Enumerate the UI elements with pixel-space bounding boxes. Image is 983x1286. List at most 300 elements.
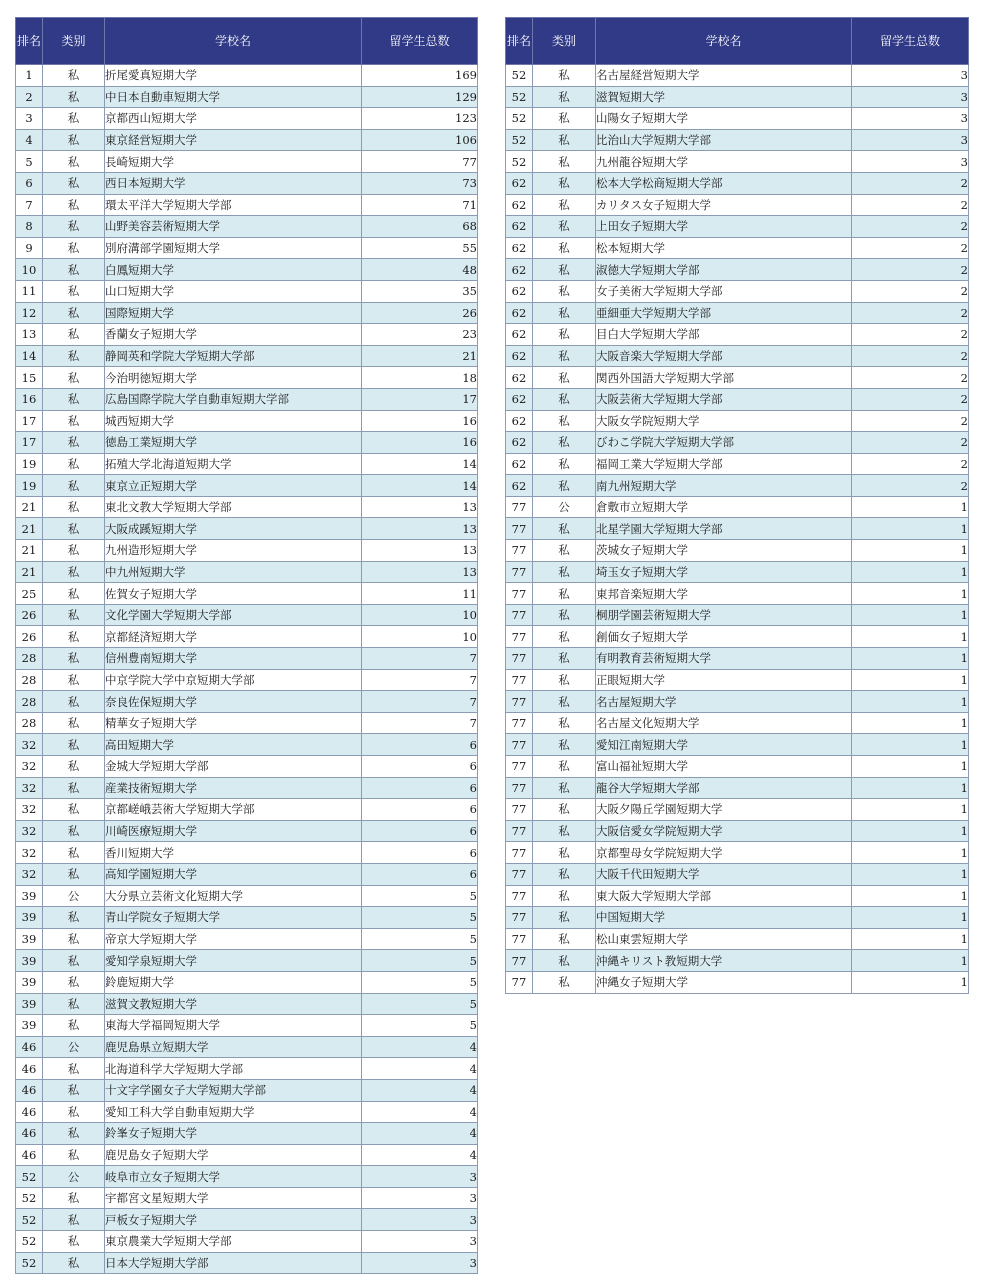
- rank-cell: 77: [506, 583, 533, 605]
- student-count-cell: 5: [362, 928, 478, 950]
- student-count-cell: 1: [852, 691, 969, 713]
- student-count-cell: 1: [852, 669, 969, 691]
- table-row: [16, 1015, 478, 1037]
- table-row: [506, 950, 969, 972]
- student-count-cell: 4: [362, 1058, 478, 1080]
- student-count-cell: 2: [852, 410, 969, 432]
- student-count-cell: 13: [362, 496, 478, 518]
- table-row: [506, 604, 969, 626]
- school-name-cell: 川崎医療短期大学: [105, 820, 362, 842]
- student-count-cell: 5: [362, 993, 478, 1015]
- table-row: [506, 799, 969, 821]
- student-count-cell: 1: [852, 820, 969, 842]
- rank-cell: 77: [506, 928, 533, 950]
- type-cell: 私: [43, 1231, 105, 1253]
- student-count-cell: 35: [362, 280, 478, 302]
- school-name-cell: 沖縄女子短期大学: [596, 971, 852, 993]
- table-row: [16, 863, 478, 885]
- student-count-cell: 3: [852, 65, 969, 87]
- school-name-cell: 鈴峯女子短期大学: [105, 1123, 362, 1145]
- student-count-cell: 1: [852, 928, 969, 950]
- school-name-cell: 大阪信愛女学院短期大学: [596, 820, 852, 842]
- student-count-cell: 6: [362, 777, 478, 799]
- student-count-cell: 16: [362, 410, 478, 432]
- type-cell: 私: [43, 280, 105, 302]
- table-row: [16, 432, 478, 454]
- rank-cell: 62: [506, 216, 533, 238]
- student-count-cell: 6: [362, 820, 478, 842]
- rank-cell: 8: [16, 216, 43, 238]
- school-name-cell: 創価女子短期大学: [596, 626, 852, 648]
- table-row: [16, 734, 478, 756]
- table-row: [16, 1187, 478, 1209]
- type-cell: 私: [43, 86, 105, 108]
- rank-cell: 7: [16, 194, 43, 216]
- type-cell: 私: [533, 237, 596, 259]
- school-name-cell: 山口短期大学: [105, 280, 362, 302]
- student-count-cell: 1: [852, 907, 969, 929]
- type-cell: 私: [43, 583, 105, 605]
- table-row: [506, 842, 969, 864]
- rank-cell: 62: [506, 302, 533, 324]
- type-cell: 私: [43, 432, 105, 454]
- student-count-cell: 6: [362, 734, 478, 756]
- school-name-cell: 名古屋経営短期大学: [596, 65, 852, 87]
- table-row: [506, 734, 969, 756]
- table-row: [506, 518, 969, 540]
- student-count-cell: 3: [362, 1187, 478, 1209]
- header-rank: 排名: [16, 18, 43, 65]
- school-name-cell: 帝京大学短期大学: [105, 928, 362, 950]
- type-cell: 私: [533, 432, 596, 454]
- student-count-cell: 106: [362, 129, 478, 151]
- type-cell: 私: [43, 950, 105, 972]
- school-name-cell: 折尾愛真短期大学: [105, 65, 362, 87]
- school-name-cell: 戸板女子短期大学: [105, 1209, 362, 1231]
- school-name-cell: 中九州短期大学: [105, 561, 362, 583]
- type-cell: 私: [533, 345, 596, 367]
- type-cell: 私: [533, 842, 596, 864]
- rank-cell: 52: [16, 1209, 43, 1231]
- type-cell: 私: [43, 496, 105, 518]
- student-count-cell: 16: [362, 432, 478, 454]
- table-row: [506, 885, 969, 907]
- type-cell: 私: [43, 993, 105, 1015]
- table-row: [16, 1231, 478, 1253]
- rank-cell: 62: [506, 410, 533, 432]
- rank-cell: 39: [16, 950, 43, 972]
- rank-cell: 32: [16, 777, 43, 799]
- rank-cell: 21: [16, 518, 43, 540]
- table-row: [506, 648, 969, 670]
- school-name-cell: 中国短期大学: [596, 907, 852, 929]
- school-name-cell: 松本短期大学: [596, 237, 852, 259]
- school-name-cell: 大阪音楽大学短期大学部: [596, 345, 852, 367]
- table-row: [506, 367, 969, 389]
- school-name-cell: 白鳳短期大学: [105, 259, 362, 281]
- type-cell: 私: [533, 777, 596, 799]
- rank-cell: 26: [16, 626, 43, 648]
- table-row: [16, 172, 478, 194]
- type-cell: 私: [533, 820, 596, 842]
- type-cell: 私: [43, 1079, 105, 1101]
- type-cell: 私: [43, 1144, 105, 1166]
- rank-cell: 39: [16, 928, 43, 950]
- type-cell: 私: [43, 734, 105, 756]
- type-cell: 私: [43, 691, 105, 713]
- rank-cell: 62: [506, 194, 533, 216]
- rank-cell: 62: [506, 324, 533, 346]
- table-row: [506, 302, 969, 324]
- type-cell: 私: [43, 324, 105, 346]
- student-count-cell: 1: [852, 885, 969, 907]
- rank-cell: 77: [506, 799, 533, 821]
- school-name-cell: 精華女子短期大学: [105, 712, 362, 734]
- school-name-cell: 大分県立芸術文化短期大学: [105, 885, 362, 907]
- school-name-cell: 滋賀文教短期大学: [105, 993, 362, 1015]
- rank-cell: 52: [506, 86, 533, 108]
- student-count-cell: 2: [852, 216, 969, 238]
- student-count-cell: 2: [852, 432, 969, 454]
- rank-cell: 62: [506, 388, 533, 410]
- type-cell: 私: [533, 86, 596, 108]
- table-row: [506, 626, 969, 648]
- student-count-cell: 1: [852, 496, 969, 518]
- student-count-cell: 1: [852, 583, 969, 605]
- type-cell: 私: [43, 1058, 105, 1080]
- school-name-cell: 南九州短期大学: [596, 475, 852, 497]
- student-count-cell: 1: [852, 799, 969, 821]
- school-name-cell: 比治山大学短期大学部: [596, 129, 852, 151]
- table-row: [506, 280, 969, 302]
- student-count-cell: 77: [362, 151, 478, 173]
- type-cell: 私: [43, 669, 105, 691]
- rank-cell: 21: [16, 561, 43, 583]
- student-count-cell: 5: [362, 885, 478, 907]
- rank-cell: 26: [16, 604, 43, 626]
- rank-cell: 25: [16, 583, 43, 605]
- school-name-cell: 大阪女学院短期大学: [596, 410, 852, 432]
- type-cell: 私: [43, 1209, 105, 1231]
- table-row: [506, 928, 969, 950]
- rank-cell: 5: [16, 151, 43, 173]
- rank-cell: 77: [506, 561, 533, 583]
- school-name-cell: 淑徳大学短期大学部: [596, 259, 852, 281]
- table-row: [16, 388, 478, 410]
- rank-cell: 28: [16, 669, 43, 691]
- type-cell: 私: [533, 712, 596, 734]
- student-count-cell: 4: [362, 1123, 478, 1145]
- type-cell: 公: [43, 1166, 105, 1188]
- table-row: [16, 540, 478, 562]
- school-name-cell: 今治明徳短期大学: [105, 367, 362, 389]
- student-count-cell: 21: [362, 345, 478, 367]
- rank-cell: 28: [16, 712, 43, 734]
- table-row: [16, 1079, 478, 1101]
- ranking-table-left: [15, 17, 478, 1274]
- type-cell: 私: [533, 108, 596, 130]
- school-name-cell: 目白大学短期大学部: [596, 324, 852, 346]
- rank-cell: 39: [16, 885, 43, 907]
- student-count-cell: 10: [362, 626, 478, 648]
- student-count-cell: 1: [852, 950, 969, 972]
- school-name-cell: 高田短期大学: [105, 734, 362, 756]
- type-cell: 私: [43, 475, 105, 497]
- type-cell: 私: [43, 216, 105, 238]
- table-row: [506, 669, 969, 691]
- student-count-cell: 73: [362, 172, 478, 194]
- school-name-cell: 中日本自動車短期大学: [105, 86, 362, 108]
- type-cell: 私: [43, 518, 105, 540]
- table-row: [16, 1058, 478, 1080]
- type-cell: 私: [533, 518, 596, 540]
- table-row: [506, 971, 969, 993]
- type-cell: 私: [533, 734, 596, 756]
- rank-cell: 52: [506, 151, 533, 173]
- rank-cell: 21: [16, 496, 43, 518]
- rank-cell: 77: [506, 885, 533, 907]
- table-row: [506, 194, 969, 216]
- type-cell: 私: [533, 280, 596, 302]
- student-count-cell: 6: [362, 799, 478, 821]
- type-cell: 私: [43, 540, 105, 562]
- school-name-cell: 東海大学福岡短期大学: [105, 1015, 362, 1037]
- rank-cell: 46: [16, 1036, 43, 1058]
- rank-cell: 16: [16, 388, 43, 410]
- table-row: [16, 907, 478, 929]
- table-row: [506, 108, 969, 130]
- type-cell: 公: [43, 885, 105, 907]
- type-cell: 私: [43, 259, 105, 281]
- student-count-cell: 71: [362, 194, 478, 216]
- student-count-cell: 10: [362, 604, 478, 626]
- rank-cell: 39: [16, 1015, 43, 1037]
- school-name-cell: 大阪千代田短期大学: [596, 863, 852, 885]
- student-count-cell: 5: [362, 907, 478, 929]
- table-row: [16, 216, 478, 238]
- student-count-cell: 6: [362, 863, 478, 885]
- rank-cell: 77: [506, 820, 533, 842]
- table-row: [16, 410, 478, 432]
- table-row: [16, 1252, 478, 1274]
- table-row: [16, 950, 478, 972]
- rank-cell: 4: [16, 129, 43, 151]
- student-count-cell: 2: [852, 388, 969, 410]
- type-cell: 私: [43, 712, 105, 734]
- rank-cell: 21: [16, 540, 43, 562]
- school-name-cell: 正眼短期大学: [596, 669, 852, 691]
- table-row: [16, 151, 478, 173]
- type-cell: 私: [43, 410, 105, 432]
- student-count-cell: 7: [362, 691, 478, 713]
- school-name-cell: 富山福祉短期大学: [596, 756, 852, 778]
- student-count-cell: 4: [362, 1101, 478, 1123]
- school-name-cell: 中京学院大学中京短期大学部: [105, 669, 362, 691]
- type-cell: 私: [533, 648, 596, 670]
- rank-cell: 77: [506, 712, 533, 734]
- student-count-cell: 5: [362, 1015, 478, 1037]
- student-count-cell: 55: [362, 237, 478, 259]
- school-name-cell: 長崎短期大学: [105, 151, 362, 173]
- table-row: [506, 237, 969, 259]
- table-row: [506, 561, 969, 583]
- school-name-cell: 日本大学短期大学部: [105, 1252, 362, 1274]
- type-cell: 私: [43, 561, 105, 583]
- type-cell: 私: [43, 756, 105, 778]
- student-count-cell: 3: [852, 129, 969, 151]
- type-cell: 公: [43, 1036, 105, 1058]
- school-name-cell: 環太平洋大学短期大学部: [105, 194, 362, 216]
- table-row: [506, 863, 969, 885]
- rank-cell: 28: [16, 648, 43, 670]
- rank-cell: 46: [16, 1123, 43, 1145]
- school-name-cell: 愛知工科大学自動車短期大学: [105, 1101, 362, 1123]
- table-row: [16, 842, 478, 864]
- rank-cell: 3: [16, 108, 43, 130]
- type-cell: 私: [533, 475, 596, 497]
- type-cell: 私: [43, 345, 105, 367]
- school-name-cell: 名古屋短期大学: [596, 691, 852, 713]
- school-name-cell: 桐朋学園芸術短期大学: [596, 604, 852, 626]
- type-cell: 私: [533, 410, 596, 432]
- type-cell: 私: [533, 950, 596, 972]
- rank-cell: 77: [506, 863, 533, 885]
- rank-cell: 9: [16, 237, 43, 259]
- table-row: [16, 86, 478, 108]
- type-cell: 私: [43, 453, 105, 475]
- type-cell: 私: [43, 1101, 105, 1123]
- rank-cell: 32: [16, 734, 43, 756]
- table-row: [16, 561, 478, 583]
- table-row: [16, 928, 478, 950]
- table-row: [16, 712, 478, 734]
- header-school: 学校名: [105, 18, 362, 65]
- table-row: [16, 820, 478, 842]
- type-cell: 私: [43, 648, 105, 670]
- type-cell: 私: [43, 194, 105, 216]
- table-row: [506, 691, 969, 713]
- type-cell: 私: [533, 691, 596, 713]
- table-row: [506, 777, 969, 799]
- rank-cell: 77: [506, 604, 533, 626]
- rank-cell: 2: [16, 86, 43, 108]
- ranking-table-right: [505, 17, 969, 994]
- student-count-cell: 4: [362, 1079, 478, 1101]
- table-row: [16, 237, 478, 259]
- school-name-cell: 奈良佐保短期大学: [105, 691, 362, 713]
- student-count-cell: 2: [852, 172, 969, 194]
- rank-cell: 52: [16, 1231, 43, 1253]
- rank-cell: 77: [506, 626, 533, 648]
- school-name-cell: 福岡工業大学短期大学部: [596, 453, 852, 475]
- student-count-cell: 1: [852, 842, 969, 864]
- school-name-cell: 茨城女子短期大学: [596, 540, 852, 562]
- table-row: [506, 324, 969, 346]
- rank-cell: 77: [506, 669, 533, 691]
- school-name-cell: 佐賀女子短期大学: [105, 583, 362, 605]
- school-name-cell: 岐阜市立女子短期大学: [105, 1166, 362, 1188]
- student-count-cell: 3: [362, 1209, 478, 1231]
- student-count-cell: 1: [852, 734, 969, 756]
- rank-cell: 52: [16, 1252, 43, 1274]
- table-row: [16, 453, 478, 475]
- rank-cell: 19: [16, 453, 43, 475]
- student-count-cell: 48: [362, 259, 478, 281]
- school-name-cell: 東京農業大学短期大学部: [105, 1231, 362, 1253]
- school-name-cell: 宇都宮文星短期大学: [105, 1187, 362, 1209]
- student-count-cell: 4: [362, 1144, 478, 1166]
- rank-cell: 77: [506, 648, 533, 670]
- rank-cell: 32: [16, 863, 43, 885]
- header-rank: 排名: [506, 18, 533, 65]
- student-count-cell: 13: [362, 561, 478, 583]
- school-name-cell: びわこ学院大学短期大学部: [596, 432, 852, 454]
- rank-cell: 77: [506, 518, 533, 540]
- type-cell: 私: [533, 626, 596, 648]
- school-name-cell: 山陽女子短期大学: [596, 108, 852, 130]
- type-cell: 私: [533, 172, 596, 194]
- type-cell: 私: [533, 302, 596, 324]
- student-count-cell: 2: [852, 280, 969, 302]
- rank-cell: 52: [16, 1187, 43, 1209]
- school-name-cell: 大阪夕陽丘学園短期大学: [596, 799, 852, 821]
- student-count-cell: 68: [362, 216, 478, 238]
- student-count-cell: 4: [362, 1036, 478, 1058]
- student-count-cell: 13: [362, 540, 478, 562]
- type-cell: 私: [43, 907, 105, 929]
- school-name-cell: 沖縄キリスト教短期大学: [596, 950, 852, 972]
- rank-cell: 13: [16, 324, 43, 346]
- student-count-cell: 169: [362, 65, 478, 87]
- school-name-cell: 山野美容芸術短期大学: [105, 216, 362, 238]
- table-row: [16, 367, 478, 389]
- rank-cell: 17: [16, 432, 43, 454]
- school-name-cell: 北海道科学大学短期大学部: [105, 1058, 362, 1080]
- student-count-cell: 1: [852, 518, 969, 540]
- table-row: [16, 475, 478, 497]
- school-name-cell: 京都聖母女学院短期大学: [596, 842, 852, 864]
- rank-cell: 12: [16, 302, 43, 324]
- school-name-cell: 埼玉女子短期大学: [596, 561, 852, 583]
- student-count-cell: 23: [362, 324, 478, 346]
- table-row: [16, 604, 478, 626]
- type-cell: 私: [43, 65, 105, 87]
- rank-cell: 77: [506, 756, 533, 778]
- student-count-cell: 1: [852, 777, 969, 799]
- table-row: [16, 1036, 478, 1058]
- rank-cell: 10: [16, 259, 43, 281]
- school-name-cell: 関西外国語大学短期大学部: [596, 367, 852, 389]
- type-cell: 私: [533, 863, 596, 885]
- student-count-cell: 1: [852, 604, 969, 626]
- type-cell: 私: [533, 604, 596, 626]
- student-count-cell: 6: [362, 756, 478, 778]
- rank-cell: 52: [506, 129, 533, 151]
- school-name-cell: 国際短期大学: [105, 302, 362, 324]
- table-row: [16, 1144, 478, 1166]
- school-name-cell: 九州龍谷短期大学: [596, 151, 852, 173]
- rank-cell: 52: [506, 65, 533, 87]
- header-school: 学校名: [596, 18, 852, 65]
- student-count-cell: 2: [852, 194, 969, 216]
- school-name-cell: 倉敷市立短期大学: [596, 496, 852, 518]
- rank-cell: 77: [506, 540, 533, 562]
- table-row: [506, 388, 969, 410]
- header-count: 留学生总数: [852, 18, 969, 65]
- school-name-cell: 金城大学短期大学部: [105, 756, 362, 778]
- school-name-cell: 東大阪大学短期大学部: [596, 885, 852, 907]
- table-row: [16, 583, 478, 605]
